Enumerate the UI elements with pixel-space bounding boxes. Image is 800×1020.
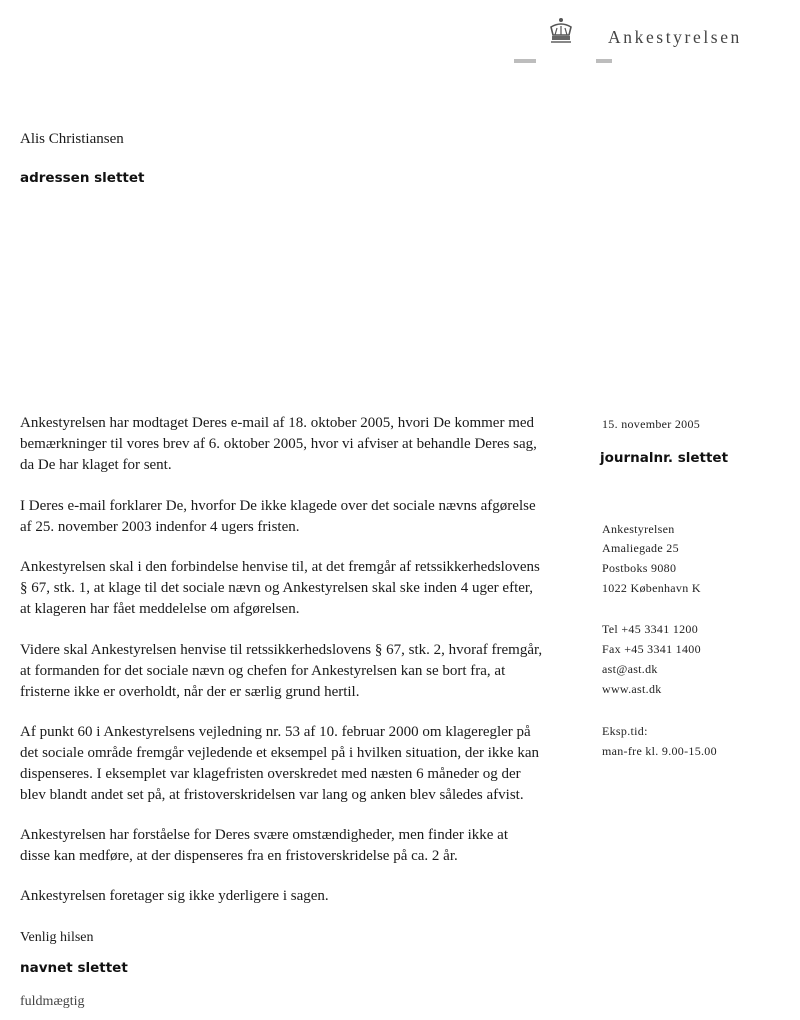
text-line: § 67, stk. 1, at klage til det sociale nævn og Ankestyrelsen skal ske inden 4 uger efter,	[20, 580, 534, 596]
body-paragraph-3	[20, 557, 580, 620]
body-paragraph-4	[20, 640, 580, 703]
text-line: Ankestyrelsen har modtaget Deres e-mail af 18. oktober 2005, hvori De kommer med	[20, 415, 535, 431]
text-line: disse kan medføre, at der dispenseres fra en fristoverskridelse på ca. 2 år.	[20, 848, 458, 864]
sender-street: Amaliegade 25	[602, 541, 679, 555]
text-line: det sociale område fremgår vejledende et eksempel på i hvilken situation, der ikke kan	[20, 745, 539, 761]
journal-number-redacted: journalnr. slettet	[600, 450, 729, 466]
signature-redacted: navnet slettet	[20, 960, 128, 976]
text-line: Ankestyrelsen har forståelse for Deres svære omstændigheder, men finder ikke at	[20, 827, 508, 843]
crown-logo-icon	[546, 17, 576, 50]
sender-website: www.ast.dk	[602, 682, 662, 696]
sender-fax: Fax +45 3341 1400	[602, 642, 701, 656]
sender-email: ast@ast.dk	[602, 662, 658, 676]
text-line: af 25. november 2003 indenfor 4 ugers fristen.	[20, 519, 300, 535]
text-line: Videre skal Ankestyrelsen henvise til retssikkerhedslovens § 67, stk. 2, hvoraf fremgår,	[20, 642, 543, 658]
scan-artifact	[514, 59, 536, 63]
text-line: Ankestyrelsen foretager sig ikke yderligere i sagen.	[20, 888, 329, 904]
body-paragraph-6	[20, 825, 580, 867]
logo-wordmark: Ankestyrelsen	[608, 27, 742, 47]
recipient-name: Alis Christiansen	[20, 131, 124, 147]
text-line: bemærkninger til vores brev af 6. oktober 2005, hvor vi afviser at behandle Deres sag,	[20, 436, 537, 452]
text-line: fristerne ikke er overholdt, når der er særlig grund hertil.	[20, 684, 360, 700]
signer-title: fuldmægtig	[20, 994, 85, 1009]
opening-hours: man-fre kl. 9.00-15.00	[602, 744, 717, 758]
sender-org-name: Ankestyrelsen	[602, 522, 675, 536]
recipient-address-redacted: adressen slettet	[20, 170, 145, 186]
closing-greeting: Venlig hilsen	[20, 930, 94, 945]
body-paragraph-5	[20, 722, 580, 806]
sender-pobox: Postboks 9080	[602, 561, 677, 575]
opening-hours-label: Eksp.tid:	[602, 724, 648, 738]
body-paragraph-2	[20, 496, 580, 538]
text-line: da De har klaget for sent.	[20, 457, 172, 473]
text-line: blev blandt andet set på, at fristoverskridelsen var lang og anken blev således afvist.	[20, 787, 524, 803]
text-line: at formanden for det sociale nævn og chefen for Ankestyrelsen kan se bort fra, at	[20, 663, 506, 679]
sender-phone: Tel +45 3341 1200	[602, 622, 699, 636]
text-line: Ankestyrelsen skal i den forbindelse henvise til, at det fremgår af retssikkerhedslovens	[20, 559, 540, 575]
text-line: Af punkt 60 i Ankestyrelsens vejledning nr. 53 af 10. februar 2000 om klageregler på	[20, 724, 531, 740]
scan-artifact	[596, 59, 612, 63]
sender-city: 1022 København K	[602, 581, 701, 595]
text-line: I Deres e-mail forklarer De, hvorfor De ikke klagede over det sociale nævns afgørelse	[20, 498, 536, 514]
text-line: dispenseres. I eksemplet var klagefristen overskredet med næsten 6 måneder og der	[20, 766, 521, 782]
body-paragraph-1	[20, 413, 580, 476]
body-paragraph-7	[20, 886, 580, 907]
letter-date: 15. november 2005	[602, 417, 701, 431]
text-line: at klageren har fået meddelelse om afgørelsen.	[20, 601, 300, 617]
